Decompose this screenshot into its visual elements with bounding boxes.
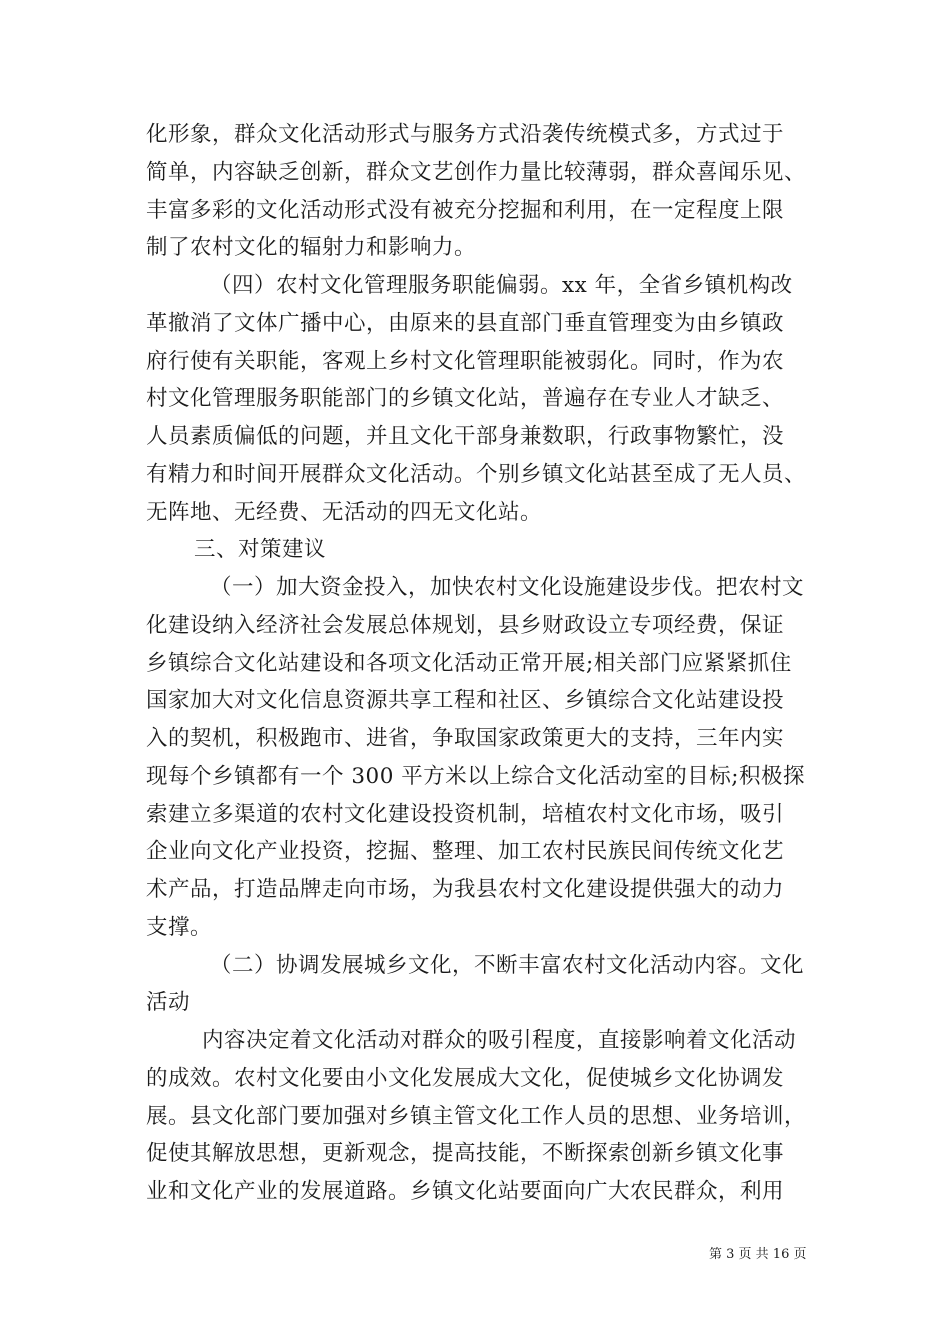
text-line: 索建立多渠道的农村文化建设投资机制，培植农村文化市场，吸引 bbox=[146, 802, 785, 827]
text-line: 展。县文化部门要加强对乡镇主管文化工作人员的思想、业务培训， bbox=[146, 1104, 807, 1129]
text-line: 乡镇综合文化站建设和各项文化活动正常开展;相关部门应紧紧抓住 bbox=[146, 651, 792, 676]
text-line: 业和文化产业的发展道路。乡镇文化站要面向广大农民群众，利用 bbox=[146, 1179, 785, 1204]
text-line: 革撤消了文体广播中心，由原来的县直部门垂直管理变为由乡镇政 bbox=[146, 311, 785, 336]
text-line: 国家加大对文化信息资源共享工程和社区、乡镇综合文化站建设投 bbox=[146, 688, 785, 713]
text-line: 简单，内容缺乏创新，群众文艺创作力量比较薄弱，群众喜闻乐见、 bbox=[146, 160, 807, 185]
text-line: 化建设纳入经济社会发展总体规划，县乡财政设立专项经费，保证 bbox=[146, 613, 785, 638]
text-line: 的成效。农村文化要由小文化发展成大文化，促使城乡文化协调发 bbox=[146, 1066, 785, 1091]
text-line: 内容决定着文化活动对群众的吸引程度，直接影响着文化活动 bbox=[202, 1028, 797, 1053]
text-line: 化形象，群众文化活动形式与服务方式沿袭传统模式多，方式过于 bbox=[146, 122, 785, 147]
text-line: 制了农村文化的辐射力和影响力。 bbox=[146, 235, 477, 260]
text-line: 丰富多彩的文化活动形式没有被充分挖掘和利用，在一定程度上限 bbox=[146, 198, 785, 223]
section-heading: 三、对策建议 bbox=[194, 537, 327, 562]
text-line: 促使其解放思想，更新观念，提高技能，不断探索创新乡镇文化事 bbox=[146, 1141, 785, 1166]
text-line: 府行使有关职能，客观上乡村文化管理职能被弱化。同时，作为农 bbox=[146, 349, 785, 374]
text-line: 活动 bbox=[146, 990, 191, 1015]
text-line: 无阵地、无经费、无活动的四无文化站。 bbox=[146, 500, 543, 525]
text-line: 术产品，打造品牌走向市场，为我县农村文化建设提供强大的动力 bbox=[146, 877, 785, 902]
text-line: 村文化管理服务职能部门的乡镇文化站，普遍存在专业人才缺乏、 bbox=[146, 386, 785, 411]
paragraph-heading-one: （一）加大资金投入，加快农村文化设施建设步伐。把农村文 bbox=[210, 575, 805, 600]
page-number: 第 3 页 共 16 页 bbox=[709, 1247, 807, 1262]
paragraph-heading-two: （二）协调发展城乡文化，不断丰富农村文化活动内容。文化 bbox=[210, 953, 805, 978]
text-line: 支撑。 bbox=[146, 915, 213, 940]
text-line: 入的契机，积极跑市、进省，争取国家政策更大的支持，三年内实 bbox=[146, 726, 785, 751]
text-line: 有精力和时间开展群众文化活动。个别乡镇文化站甚至成了无人员、 bbox=[146, 462, 807, 487]
text-line: 人员素质偏低的问题，并且文化干部身兼数职，行政事物繁忙，没 bbox=[146, 424, 785, 449]
paragraph-heading-four: （四）农村文化管理服务职能偏弱。xx 年，全省乡镇机构改 bbox=[210, 273, 793, 298]
text-line: 企业向文化产业投资，挖掘、整理、加工农村民族民间传统文化艺 bbox=[146, 839, 785, 864]
text-line: 现每个乡镇都有一个 300 平方米以上综合文化活动室的目标;积极探 bbox=[146, 764, 805, 789]
